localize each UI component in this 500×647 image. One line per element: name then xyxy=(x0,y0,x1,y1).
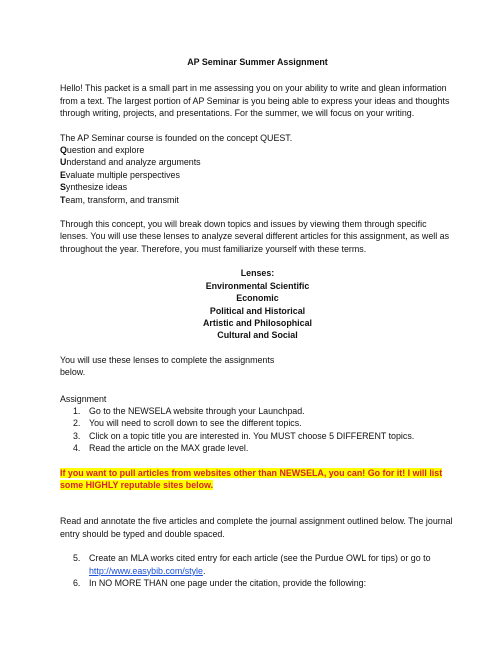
list-item xyxy=(60,430,455,442)
quest-list xyxy=(60,144,455,206)
list-item xyxy=(60,417,455,429)
quest-text: nderstand and analyze arguments xyxy=(66,157,201,168)
intro-paragraph: Hello! This packet is a small part in me assessing you on your ability to write and glean information from a text. The largest portion of AP Seminar is you being able to express your ideas and thoughts through writing, projects, and presentations. For the summer, we will focus on your writing. xyxy=(60,83,450,119)
easybib-link[interactable]: http://www.easybib.com/style xyxy=(89,565,203,576)
quest-intro: The AP Seminar course is founded on the concept QUEST. xyxy=(60,132,293,143)
quest-initial: T xyxy=(60,194,66,205)
lenses-block xyxy=(60,267,455,341)
lenses-intro-paragraph: Through this concept, you will break down topics and issues by viewing them through specific lenses. You will use these lenses to analyze several different articles for this assignment, as well as throughout the year. Therefore, you must familiarize yourself with these terms. xyxy=(60,219,450,254)
lenses-use-paragraph: You will use these lenses to complete the assignments below. xyxy=(60,354,275,378)
step-text: Go to the NEWSELA website through your Launchpad. xyxy=(89,405,305,416)
quest-item-t xyxy=(60,194,455,206)
journal-steps xyxy=(60,552,455,589)
list-item xyxy=(60,405,455,417)
step-text: Read the article on the MAX grade level. xyxy=(89,443,249,454)
step-text: Click on a topic title you are interested in. You MUST choose 5 DIFFERENT topics. xyxy=(89,430,415,441)
lens-item: Economic xyxy=(236,293,279,304)
lens-item: Cultural and Social xyxy=(217,330,298,341)
quest-item-e xyxy=(60,169,455,181)
lens-item: Political and Historical xyxy=(209,305,306,316)
quest-initial: Q xyxy=(60,145,67,156)
step-number: 1. xyxy=(73,405,81,416)
quest-initial: S xyxy=(60,182,66,193)
quest-text: uestion and explore xyxy=(66,145,145,156)
highlighted-note xyxy=(60,467,455,492)
step-number: 2. xyxy=(73,418,81,429)
step-number: 5. xyxy=(73,553,81,564)
journal-intro-paragraph: Read and annotate the five articles and complete the journal assignment outlined below. The journal entry should be typed and double spaced. xyxy=(60,516,453,539)
quest-text: ynthesize ideas xyxy=(65,182,128,193)
document-title: AP Seminar Summer Assignment xyxy=(187,57,328,67)
lens-item: Environmental Scientific xyxy=(205,280,310,291)
step-number: 6. xyxy=(73,578,81,588)
quest-initial: U xyxy=(60,157,67,168)
quest-item-q xyxy=(60,144,455,156)
assignment-steps xyxy=(60,405,455,455)
quest-text: eam, transform, and transmit xyxy=(65,194,179,205)
list-item xyxy=(60,442,455,454)
step-text: You will need to scroll down to see the different topics. xyxy=(89,418,302,429)
step-text: In NO MORE THAN one page under the citation, provide the following: xyxy=(89,578,367,588)
lens-item: Artistic and Philosophical xyxy=(203,317,312,328)
quest-item-u xyxy=(60,156,455,168)
step-text: Create an MLA works cited entry for each article (see the Purdue OWL for tips) or go to xyxy=(89,553,431,564)
list-item xyxy=(60,552,455,577)
quest-item-s xyxy=(60,181,455,193)
quest-text: valuate multiple perspectives xyxy=(65,169,180,180)
quest-initial: E xyxy=(60,169,66,180)
lenses-heading: Lenses: xyxy=(240,268,275,279)
list-item xyxy=(60,577,455,589)
step-number: 3. xyxy=(73,430,81,441)
assignment-heading: Assignment xyxy=(60,393,107,404)
highlighted-note-text: If you want to pull articles from websites other than NEWSELA, you can! Go for it! I will list some HIGHLY reputable sites below. xyxy=(60,467,443,490)
document-body xyxy=(60,56,455,589)
step-number: 4. xyxy=(73,443,81,454)
step-text-end: . xyxy=(202,565,206,576)
